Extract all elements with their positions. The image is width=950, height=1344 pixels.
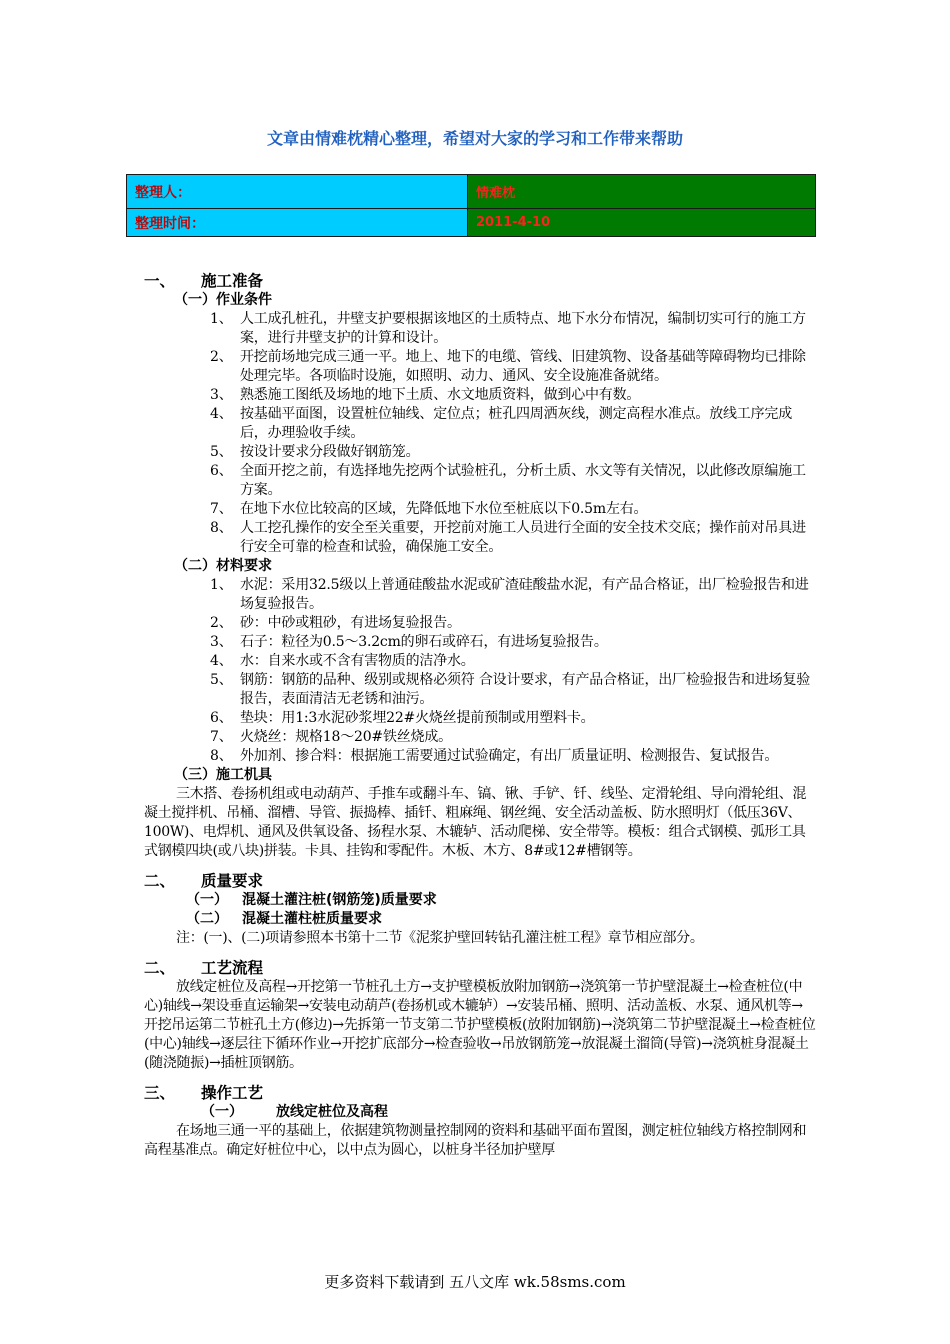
section-title: 操作工艺: [201, 1084, 264, 1102]
date-label: 整理时间：: [127, 209, 468, 237]
subheading-quality-1: （一） 混凝土灌注桩(钢筋笼)质量要求: [186, 892, 437, 908]
section-heading-preparation: [144, 272, 816, 291]
list-item: 7、 火烧丝：规格18～20#铁丝烧成。: [210, 729, 452, 745]
list-item: 3、 熟悉施工图纸及场地的地下土质、水文地质资料，做到心中有数。: [210, 387, 641, 403]
section-title: 工艺流程: [201, 959, 264, 977]
section-title: 施工准备: [201, 272, 264, 290]
list-item: 1、 人工成孔桩孔，井壁支护要根据该地区的土质特点、地下水分布情况，编制切实可行的施工方案，进行井壁支护的计算和设计。: [210, 311, 806, 346]
section-title: 质量要求: [201, 872, 264, 890]
subheading-equipment: （三）施工机具: [174, 767, 272, 783]
list-item: 6、 全面开挖之前，有选择地先挖两个试验桩孔，分析土质、水文等有关情况，以此修改原编施工方案。: [210, 463, 806, 498]
document-body: [144, 268, 816, 1160]
section-heading-process: [144, 959, 816, 978]
list-item: 8、 外加剂、掺合料：根据施工需要通过试验确定，有出厂质量证明、检测报告、复试报告。: [210, 748, 779, 764]
subheading-materials: （二）材料要求: [174, 558, 272, 574]
footer-link-text: 更多资料下载请到 五八文库 wk.58sms.com: [324, 1273, 626, 1291]
section-number: 二、: [144, 959, 176, 977]
section-number: 二、: [144, 872, 176, 890]
section-number: 三、: [144, 1084, 176, 1102]
list-item: 3、 石子：粒径为0.5～3.2cm的卵石或碎石，有进场复验报告。: [210, 634, 608, 650]
organizer-label: 整理人：: [127, 175, 468, 209]
list-item: 5、 钢筋：钢筋的品种、级别或规格必须符 合设计要求，有产品合格证，出厂检验报告和进场复验报告，表面清洁无老锈和油污。: [210, 672, 811, 707]
list-item: 1、 水泥：采用32.5级以上普通硅酸盐水泥或矿渣硅酸盐水泥，有产品合格证，出厂检验报告和进场复验报告。: [210, 577, 809, 612]
section-heading-quality: [144, 872, 816, 891]
quality-note: 注：(一)、(二)项请参照本书第十二节《泥浆护壁回转钻孔灌注桩工程》章节相应部分。: [176, 930, 704, 946]
subheading-work-conditions: （一）作业条件: [174, 292, 272, 308]
list-item: 6、 垫块：用1:3水泥砂浆埋22#火烧丝提前预制或用塑料卡。: [210, 710, 595, 726]
process-paragraph: 放线定桩位及高程→开挖第一节桩孔土方→支护壁模板放附加钢筋→浇筑第一节护壁混凝土→检查桩位(中心)轴线→架设垂直运输架→安装电动葫芦(卷扬机或木辘轳）→安装吊桶、照明、活动盖板、水泵、通风机等→开挖吊运第二节桩孔土方(修边)→先拆第一节支第二节护壁模板(放附加钢筋)→浇筑第二节护壁混凝土→检查桩位(中心)轴线→逐层往下循环作业→开挖扩底部分→检查验收→吊放钢筋笼→放混凝土溜筒(导管)→浇筑桩身混凝土(随浇随振)→插桩顶钢筋。: [144, 979, 816, 1071]
list-item: 2、 开挖前场地完成三通一平。地上、地下的电缆、管线、旧建筑物、设备基础等障碍物均已排除处理完毕。各项临时设施，如照明、动力、通风、安全设施准备就绪。: [210, 349, 806, 384]
section-heading-operation: [144, 1084, 816, 1103]
info-table: [126, 174, 816, 237]
subheading-layout: （一） 放线定桩位及高程: [201, 1104, 388, 1120]
list-item: 4、 按基础平面图，设置桩位轴线、定位点；桩孔四周洒灰线，测定高程水准点。放线工序完成后，办理验收手续。: [210, 406, 792, 441]
organizer-value: 情难枕: [468, 175, 816, 209]
section-number: 一、: [144, 272, 176, 290]
operation-paragraph: 在场地三通一平的基础上，依据建筑物测量控制网的资料和基础平面布置图，测定桩位轴线方格控制网和高程基准点。确定好桩位中心，以中点为圆心，以桩身半径加护壁厚: [144, 1123, 807, 1158]
list-item: 5、 按设计要求分段做好钢筋笼。: [210, 444, 420, 460]
header-note: 文章由情难枕精心整理，希望对大家的学习和工作带来帮助: [266, 129, 683, 148]
subheading-quality-2: （二） 混凝土灌柱桩质量要求: [186, 911, 382, 927]
list-item: 7、 在地下水位比较高的区域，先降低地下水位至桩底以下0.5m左右。: [210, 501, 648, 517]
list-item: 4、 水：自来水或不含有害物质的洁净水。: [210, 653, 475, 669]
date-value: 2011-4-10: [468, 209, 816, 237]
equipment-paragraph: 三木搭、卷扬机组或电动葫芦、手推车或翻斗车、镐、锹、手铲、钎、线坠、定滑轮组、导向滑轮组、混凝土搅拌机、吊桶、溜槽、导管、振捣棒、插钎、粗麻绳、钢丝绳、安全活动盖板、防水照明灯（低压36V、100W)、电焊机、通风及供氧设备、扬程水泵、木辘轳、活动爬梯、安全带等。模板：组合式钢模、弧形工具式钢模四块(或八块)拼装。卡具、挂钩和零配件。木板、木方、8#或12#槽钢等。: [144, 786, 807, 859]
list-item: 8、 人工挖孔操作的安全至关重要，开挖前对施工人员进行全面的安全技术交底；操作前对吊具进行安全可靠的检查和试验，确保施工安全。: [210, 520, 806, 555]
list-item: 2、 砂：中砂或粗砂，有进场复验报告。: [210, 615, 461, 631]
